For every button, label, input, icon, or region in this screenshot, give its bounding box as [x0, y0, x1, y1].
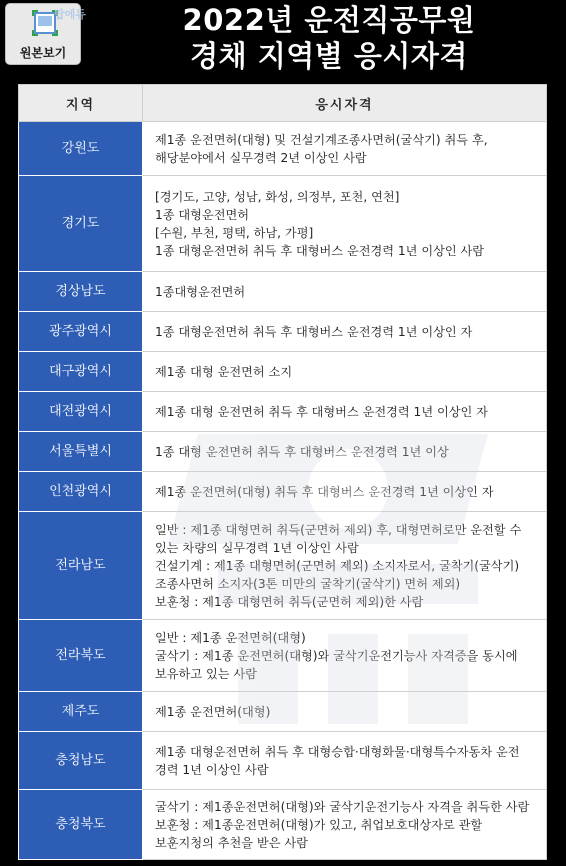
- qualification-cell: [143, 122, 547, 176]
- qualification-line: 있는 차량의 실무경력 1년 이상인 사람: [155, 540, 359, 555]
- title-line-2: 경채 지역별 응시자격: [190, 39, 468, 73]
- table-row: [19, 732, 547, 790]
- table-row: [19, 472, 547, 512]
- table-row: [19, 352, 547, 392]
- qualification-table: [18, 84, 547, 860]
- region-cell: 경상남도: [19, 272, 143, 312]
- table-header-row: [19, 85, 547, 122]
- qualification-line: 일반 : 제1종 운전면허(대형): [155, 630, 306, 645]
- header-region: 지역: [19, 85, 143, 122]
- qualification-line: 경력 1년 이상인 사람: [155, 762, 269, 777]
- qualification-line: [수원, 부천, 평택, 하남, 가평]: [155, 225, 314, 240]
- qualification-cell: [143, 472, 547, 512]
- table-row: [19, 272, 547, 312]
- qualification-line: 굴삭기 : 제1종운전면허(대형)와 굴삭기운전기능사 자격을 취득한 사람: [155, 799, 530, 814]
- table-row: [19, 122, 547, 176]
- qualification-cell: [143, 312, 547, 352]
- region-cell: 제주도: [19, 692, 143, 732]
- qualification-line: 제1종 대형 운전면허 취득 후 대형버스 운전경력 1년 이상인 자: [155, 404, 488, 419]
- qualification-cell: [143, 620, 547, 692]
- qualification-line: 건설기계 : 제1종 대형면허(군면허 제외) 소지자로서, 굴착기(굴삭기): [155, 558, 520, 573]
- qualification-line: 1종 대형운전면허 취득 후 대형버스 운전경력 1년 이상인 사람: [155, 243, 485, 258]
- qualification-cell: [143, 692, 547, 732]
- region-cell: 충청남도: [19, 732, 143, 790]
- region-cell: 강원도: [19, 122, 143, 176]
- qualification-line: 보훈청 : 제1종운전면허(대형)가 있고, 취업보호대상자로 관할: [155, 817, 483, 832]
- qualification-cell: [143, 790, 547, 860]
- region-cell: 전라북도: [19, 620, 143, 692]
- region-cell: 대전광역시: [19, 392, 143, 432]
- qualification-cell: [143, 352, 547, 392]
- qualification-line: 보훈청 : 제1종 대형면허 취득(군면허 제외)한 사람: [155, 594, 424, 609]
- region-cell: 광주광역시: [19, 312, 143, 352]
- qualification-line: 제1종 대형운전면허 취득 후 대형승합·대형화물·대형특수자동차 운전: [155, 744, 520, 759]
- qualification-line: 제1종 운전면허(대형) 취득 후 대형버스 운전경력 1년 이상인 자: [155, 484, 494, 499]
- qualification-line: 제1종 대형 운전면허 소지: [155, 364, 293, 379]
- qualification-line: 해당분야에서 실무경력 2년 이상인 사람: [155, 150, 367, 165]
- qualification-cell: [143, 272, 547, 312]
- table-row: [19, 432, 547, 472]
- qualification-line: 1종대형운전면허: [155, 284, 246, 299]
- watermark-text: 탑에듀: [54, 8, 86, 21]
- table-row: [19, 176, 547, 272]
- table-row: [19, 692, 547, 732]
- qualification-line: 1종 대형운전면허 취득 후 대형버스 운전경력 1년 이상인 자: [155, 324, 473, 339]
- table-row: [19, 512, 547, 620]
- region-cell: 전라남도: [19, 512, 143, 620]
- table-row: [19, 790, 547, 860]
- qualification-cell: [143, 392, 547, 432]
- qualification-cell: [143, 176, 547, 272]
- qualification-line: [경기도, 고양, 성남, 화성, 의정부, 포천, 연천]: [155, 189, 400, 204]
- title-line-1: 2022년 운전직공무원: [182, 3, 476, 37]
- qualification-line: 1종 대형 운전면허 취득 후 대형버스 운전경력 1년 이상: [155, 444, 449, 459]
- page-title: [100, 2, 558, 74]
- region-cell: 인천광역시: [19, 472, 143, 512]
- qualification-line: 보유하고 있는 사람: [155, 666, 257, 681]
- qualification-cell: [143, 512, 547, 620]
- region-cell: 충청북도: [19, 790, 143, 860]
- table-row: [19, 312, 547, 352]
- qualification-cell: [143, 732, 547, 790]
- original-view-label: 원본보기: [19, 46, 67, 60]
- qualification-line: 1종 대형운전면허: [155, 207, 250, 222]
- qualification-line: 제1종 운전면허(대형): [155, 704, 271, 719]
- region-cell: 대구광역시: [19, 352, 143, 392]
- qualification-line: 조종사면허 소지자(3톤 미만의 굴착기(굴삭기) 면허 제외): [155, 576, 461, 591]
- table-row: [19, 620, 547, 692]
- table-row: [19, 392, 547, 432]
- region-cell: 서울특별시: [19, 432, 143, 472]
- region-cell: 경기도: [19, 176, 143, 272]
- qualification-line: 일반 : 제1종 대형면허 취득(군면허 제외) 후, 대형면허로만 운전할 수: [155, 522, 522, 537]
- qualification-line: 보훈지청의 추천을 받은 사람: [155, 835, 308, 850]
- header-qualification: 응시자격: [143, 85, 547, 122]
- qualification-cell: [143, 432, 547, 472]
- qualification-line: 굴삭기 : 제1종 운전면허(대형)와 굴삭기운전기능사 자격증을 동시에: [155, 648, 518, 663]
- qualification-line: 제1종 운전면허(대형) 및 건설기계조종사면허(굴삭기) 취득 후,: [155, 132, 488, 147]
- qualification-table-wrapper: [18, 84, 547, 860]
